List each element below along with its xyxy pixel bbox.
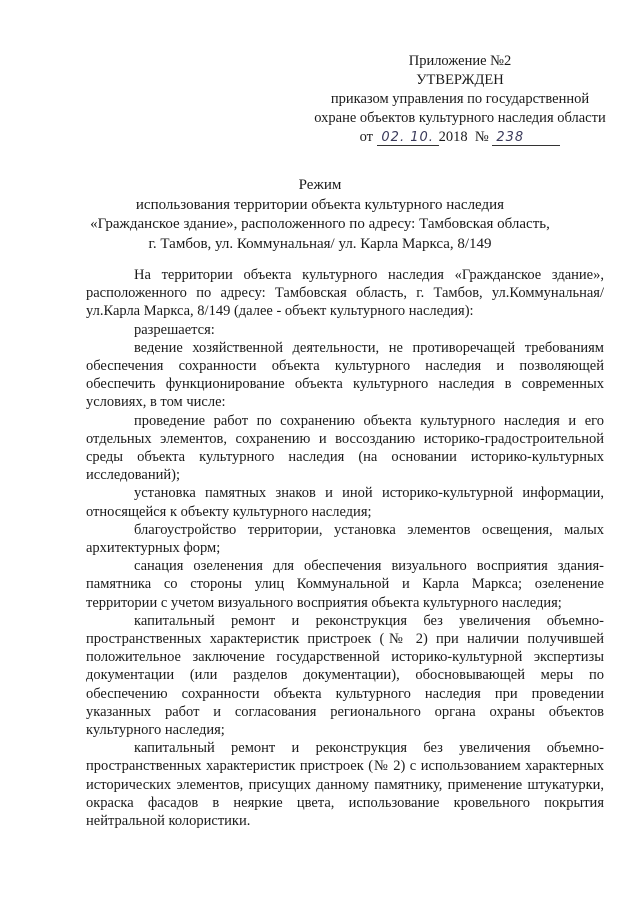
order-year: 2018 — [438, 129, 468, 145]
appendix-label: Приложение №2 — [408, 53, 512, 69]
paragraph-intro: На территории объекта культурного наследия «Гражданское здание», расположенного по адресу: Тамбовская область, г. Тамбов, ул.Коммунальная/ ул.Карла Маркса, 8/149 (далее - объект культурного наследия): — [86, 267, 604, 320]
paragraph-permitted: разрешается: — [134, 321, 215, 338]
number-label: № — [474, 129, 489, 145]
heading-line-1: использования территории объекта культурного наследия — [135, 196, 505, 213]
paragraph-repair-historic-elements: капитальный ремонт и реконструкция без увеличения объемно-пространственных характеристик пристроек (№ 2) с использованием характерных исторических элементов, присущих данному памятнику, применение штукатурки, окраска фасадов в неяркие цвета, использование кровельного покрытия нейтральной колористики. — [86, 740, 604, 830]
heading-line-3: г. Тамбов, ул. Коммунальная/ ул. Карла Маркса, 8/149 — [148, 235, 492, 252]
paragraph-greenery: санация озеленения для обеспечения визуального восприятия здания-памятника со стороны улиц Коммунальной и Карла Маркса; озеленение территории с учетом визуального восприятия объекта культурного наследия; — [86, 558, 604, 611]
paragraph-memorial-signs: установка памятных знаков и иной историко-культурной информации, относящейся к объекту культурного наследия; — [86, 485, 604, 520]
order-date-line — [300, 128, 620, 147]
approval-block — [300, 52, 620, 147]
order-line-2: охране объектов культурного наследия области — [314, 110, 606, 126]
from-label: от — [359, 129, 374, 145]
document-body — [86, 266, 604, 830]
paragraph-landscaping: благоустройство территории, установка элементов освещения, малых архитектурных форм; — [86, 521, 604, 557]
paragraph-preservation-works: проведение работ по сохранению объекта культурного наследия и его отдельных элементов, сохранению и воссозданию историко-градостроительной среды объекта культурного наследия (на основании историко-культурных исследований); — [86, 412, 604, 484]
paragraph-economic-activity: ведение хозяйственной деятельности, не противоречащей требованиям обеспечения сохранности объекта культурного наследия и позволяющей обеспечить функционирование объекта культурного наследия в современных условиях, в том числе: — [86, 339, 604, 411]
handwritten-date: 02. 10. — [377, 130, 439, 146]
paragraph-repair-with-expertise: капитальный ремонт и реконструкция без увеличения объемно-пространственных характеристик пристроек (№ 2) при наличии получившей положительное заключение государственной историко-культурной экспертизы документации (или разделов документации), обосновывающей меры по обеспечению сохранности объекта культурного наследия при проведении указанных работ и согласования регионального органа охраны объектов культурного наследия; — [86, 612, 604, 739]
order-line-1: приказом управления по государственной — [330, 91, 590, 107]
document-heading — [90, 176, 550, 254]
heading-title: Режим — [298, 177, 342, 193]
handwritten-number: 238 — [492, 130, 560, 146]
approved-label: УТВЕРЖДЕН — [416, 72, 504, 88]
heading-line-2: «Гражданское здание», расположенного по адресу: Тамбовская область, — [90, 216, 550, 232]
